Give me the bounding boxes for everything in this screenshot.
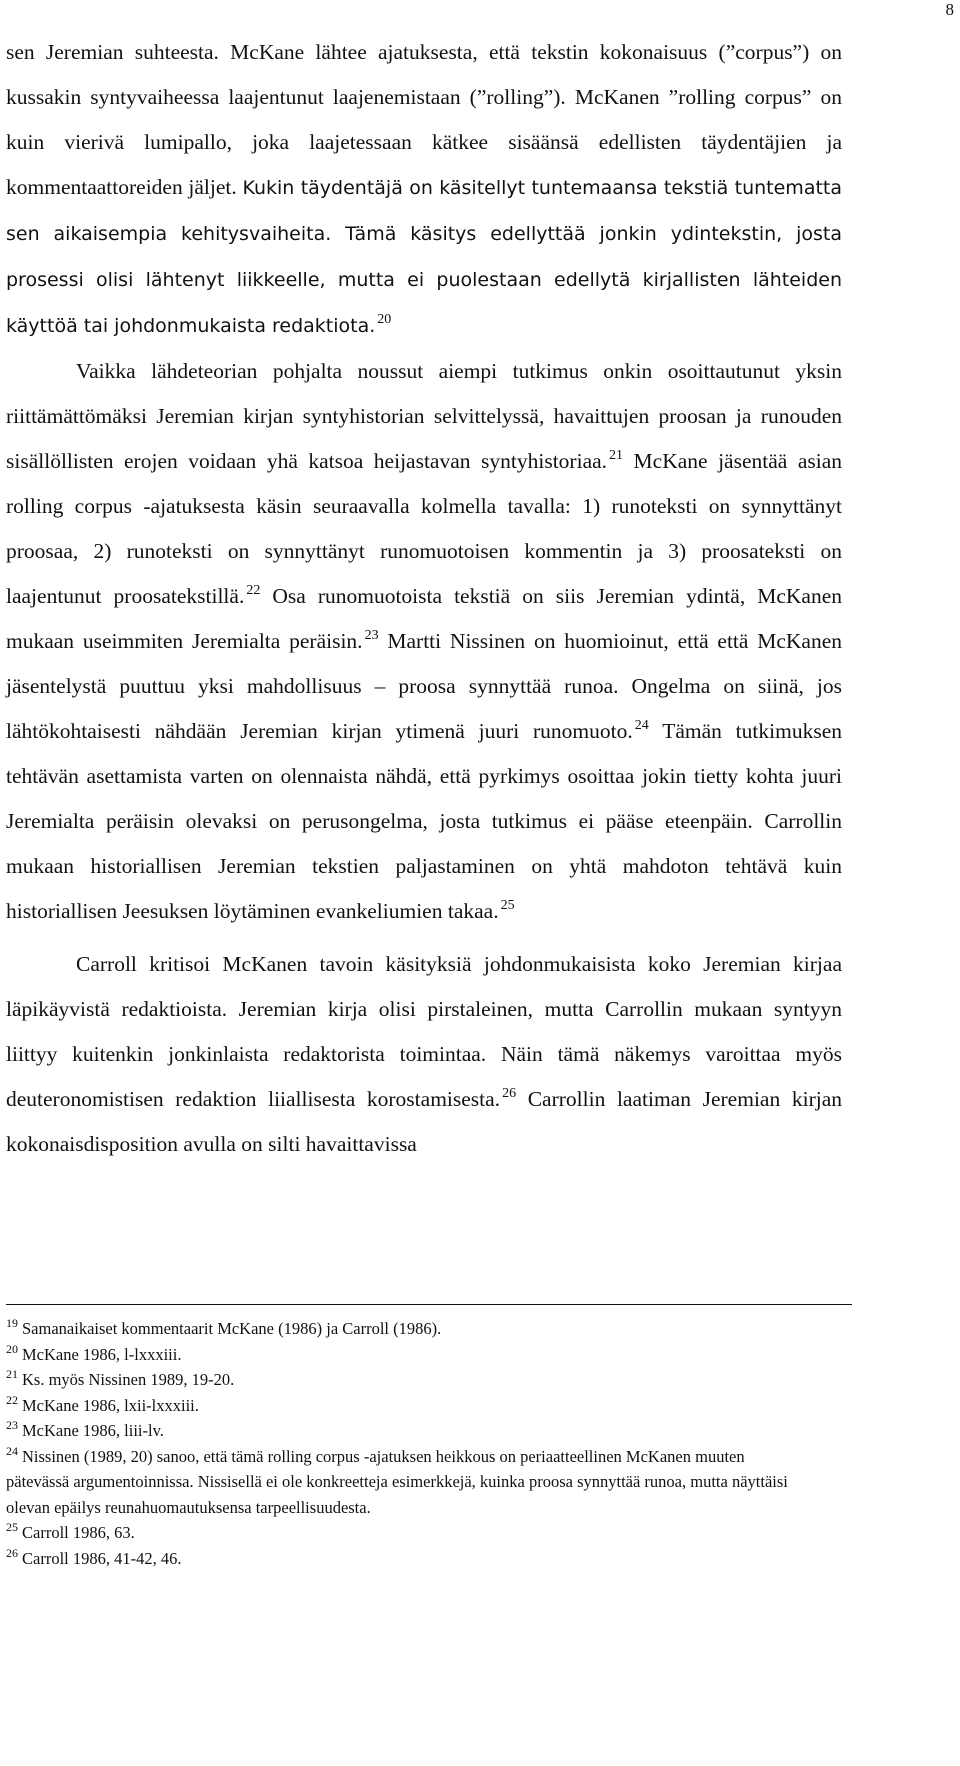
footnote-text: Carroll 1986, 63. [22,1523,135,1542]
paragraph-3-text-b: Carrollin laatiman Jeremian kirjan kokonaisdisposition avulla on silti havaittavissa [6,1087,842,1156]
footnote-text: Carroll 1986, 41-42, 46. [22,1548,182,1568]
paragraph-2-text-d: Martti Nissinen on huomioinut, että että McKanen jäsentelystä puuttuu yksi mahdollisuus – proosa synnyttää runoa. Ongelma on siinä, jos lähtökohtaisesti nähdään Jeremian kirjan ytimenä juuri runomuoto. [6,629,843,743]
footnote-divider [6,1304,852,1305]
paragraph-3 [6,942,842,1167]
footnotes [6,1316,806,1571]
paragraph-2 [6,349,842,934]
footnote-text: McKane 1986, lxii-lxxxiii. [22,1395,199,1415]
footnote-22 [6,1393,806,1419]
paragraph-2-text-b: McKane jäsentää asian rolling corpus -ajatuksesta käsin seuraavalla kolmella tavalla: 1) runoteksti on synnyttänyt proosaa, 2) runoteksti on synnyttänyt runomuotoisen kommentin ja 3) proosateksti on laajentunut proosatekstillä. [6,449,843,608]
paragraph-1-text-b: Kukin täydentäjä on käsitellyt tuntemaansa tekstiä tuntematta sen aikaisempia kehitysvaiheita. Tämä käsitys edellyttää jonkin ydintekstin, josta prosessi olisi lähtenyt liikkeelle, mutta ei puolestaan edellytä kirjallisten lähteiden käyttöä tai johdonmukaista redaktiota. [6,177,843,337]
footnote-ref-26[interactable]: 26 [502,1086,517,1101]
footnote-number: 23 [6,1418,18,1432]
page-number: 8 [945,0,954,19]
footnote-number: 19 [6,1316,18,1330]
paragraph-3-text-a: Carroll kritisoi McKanen tavoin käsityksiä johdonmukaisista koko Jeremian kirjaa läpikäyvistä redaktioista. Jeremian kirja olisi pirstaleinen, mutta Carrollin mukaan syntyyn liittyy kuitenkin jonkinlaista redaktorista toimintaa. Näin tämä näkemys varoittaa myös deuteronomistisen redaktion liiallisesta korostamisesta. [6,952,842,1111]
footnote-number: 26 [6,1545,18,1560]
footnote-19 [6,1316,806,1342]
footnote-23 [6,1418,806,1444]
footnote-ref-24[interactable]: 24 [634,718,649,733]
footnote-number: 25 [6,1520,18,1534]
main-text [6,30,842,1167]
paragraph-1 [6,30,842,349]
footnote-number: 21 [6,1367,18,1381]
footnote-ref-25[interactable]: 25 [500,898,515,913]
paragraph-2-text-a: Vaikka lähdeteorian pohjalta noussut aiempi tutkimus onkin osoittautunut yksin riittämättömäksi Jeremian kirjan syntyhistorian selvittelyssä, havaittujen proosan ja runouden sisällöllisten erojen voidaan yhä katsoa heijastavan syntyhistoriaa. [6,359,842,473]
footnote-ref-22[interactable]: 22 [246,583,261,598]
footnote-number: 22 [6,1392,18,1407]
footnote-ref-20[interactable]: 20 [377,312,392,327]
footnote-number: 24 [6,1443,18,1458]
footnote-text: Samanaikaiset kommentaarit McKane (1986) ja Carroll (1986). [22,1319,442,1338]
footnote-text: Ks. myös Nissinen 1989, 19-20. [22,1370,235,1389]
footnote-25 [6,1520,806,1546]
footnote-text: Nissinen (1989, 20) sanoo, että tämä rolling corpus -ajatuksen heikkous on periaatteellinen McKanen muuten pätevässä argumentoinnissa. Nissisellä ei ole konkreetteja esimerkkejä, kuinka proosa synnyttää runoa, mutta näyttäisi olevan epäilys reunahuomautuksensa tarpeellisuudesta. [6,1446,788,1517]
footnote-number: 20 [6,1341,18,1356]
footnote-ref-21[interactable]: 21 [609,448,624,463]
paragraph-1-text-a: sen Jeremian suhteesta. McKane lähtee ajatuksesta, että tekstin kokonaisuus (”corpus”) on kussakin syntyvaiheessa laajentunut laajenemistaan (”rolling”). McKanen ”rolling corpus” on kuin vierivä lumipallo, joka laajetessaan kätkee sisäänsä edellisten täydentäjien ja kommentaattoreiden jäljet. [6,40,842,199]
footnote-21 [6,1367,806,1393]
paragraph-2-text-c: Osa runomuotoista tekstiä on siis Jeremian ydintä, McKanen mukaan useimmiten Jeremialta peräisin. [6,584,842,653]
footnote-26 [6,1546,806,1572]
paragraph-2-text-e: Tämän tutkimuksen tehtävän asettamista varten on olennaista nähdä, että pyrkimys osoittaa jokin tietty kohta juuri Jeremialta peräisin olevaksi on perusongelma, josta tutkimus ei pääse eteenpäin. Carrollin mukaan historiallisen Jeremian tekstien paljastaminen on yhtä mahdoton tehtävä kuin historiallisen Jeesuksen löytäminen evankeliumien takaa. [6,719,842,923]
footnote-text: McKane 1986, liii-lv. [22,1421,164,1440]
footnote-text: McKane 1986, l-lxxxiii. [22,1344,182,1364]
footnote-ref-23[interactable]: 23 [364,628,379,643]
footnote-24 [6,1444,806,1521]
footnote-20 [6,1342,806,1368]
